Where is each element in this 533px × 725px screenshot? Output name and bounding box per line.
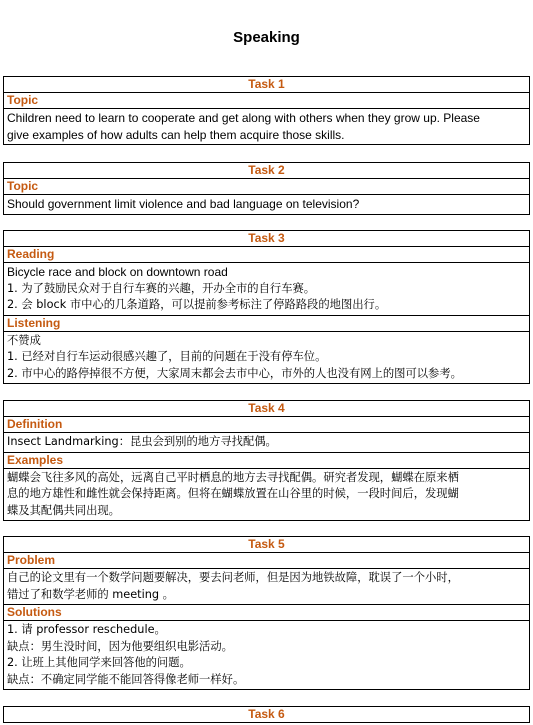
section-content (4, 109, 529, 145)
task-header: Task 1 (4, 77, 529, 93)
content-line: 1. 请 professor reschedule。 (7, 623, 166, 636)
section-label-reading: Reading (4, 247, 529, 263)
content-line: 缺点：不确定同学能不能回答得像老师一样好。 (7, 672, 245, 686)
content-line: 1. 为了鼓励民众对于自行车赛的兴趣，开办全市的自行车赛。 (7, 281, 316, 295)
content-line: Should government limit violence and bad language on television? (7, 197, 360, 211)
content-line: 自己的论文里有一个数学问题要解决，要去问老师，但是因为地铁故障，耽误了一个小时， (7, 571, 459, 584)
section-label-definition: Definition (4, 417, 529, 433)
section-content (4, 195, 529, 215)
content-line: 息的地方雄性和雌性就会保持距离。但将在蝴蝶放置在山谷里的时候，一段时间后，发现蝴 (7, 487, 459, 500)
task-3-block (3, 230, 530, 384)
task-1-block (3, 76, 530, 145)
section-content (4, 469, 529, 522)
content-line: Insect Landmarking：昆虫会到别的地方寻找配偶。 (7, 435, 277, 448)
content-line: 2. 市中心的路停掉很不方便，大家周末都会去市中心，市外的人也没有网上的图可以参考。 (7, 366, 462, 380)
section-content (4, 621, 529, 690)
content-line: 2. 会 block 市中心的几条道路，可以提前参考标注了停路路段的地图出行。 (7, 298, 387, 311)
section-label-topic: Topic (4, 179, 529, 195)
task-header: Task 6 (4, 707, 529, 723)
task-header: Task 5 (4, 537, 529, 553)
content-line: 缺点：男生没时间，因为他要组织电影活动。 (7, 639, 233, 653)
content-line: 蝶及其配偶共同出现。 (7, 503, 120, 517)
task-6-block (3, 706, 530, 723)
content-line: 错过了和数学老师的 meeting 。 (7, 587, 174, 601)
content-line: 不赞成 (7, 333, 41, 347)
section-content (4, 569, 529, 605)
task-header: Task 3 (4, 231, 529, 247)
content-line: Bicycle race and block on downtown road (7, 265, 228, 279)
section-label-topic: Topic (4, 93, 529, 109)
section-content (4, 433, 529, 453)
content-line: 蝴蝶会飞往多风的高处，远离自己平时栖息的地方去寻找配偶。研究者发现，蝴蝶在原来栖 (7, 470, 459, 484)
task-5-block (3, 536, 530, 690)
section-label-examples: Examples (4, 453, 529, 469)
task-header: Task 2 (4, 163, 529, 179)
section-label-problem: Problem (4, 553, 529, 569)
task-header: Task 4 (4, 401, 529, 417)
section-label-listening: Listening (4, 316, 529, 332)
content-line: 2. 让班上其他同学来回答他的问题。 (7, 656, 191, 669)
section-content (4, 332, 529, 385)
section-label-solutions: Solutions (4, 605, 529, 621)
task-2-block (3, 162, 530, 215)
task-4-block (3, 400, 530, 521)
content-line: give examples of how adults can help them acquire those skills. (7, 127, 345, 142)
content-line: 1. 已经对自行车运动很感兴趣了，目前的问题在于没有停车位。 (7, 350, 327, 363)
page-title: Speaking (233, 29, 300, 46)
section-content (4, 263, 529, 316)
content-line: Children need to learn to cooperate and get along with others when they grow up. Please (7, 111, 480, 125)
